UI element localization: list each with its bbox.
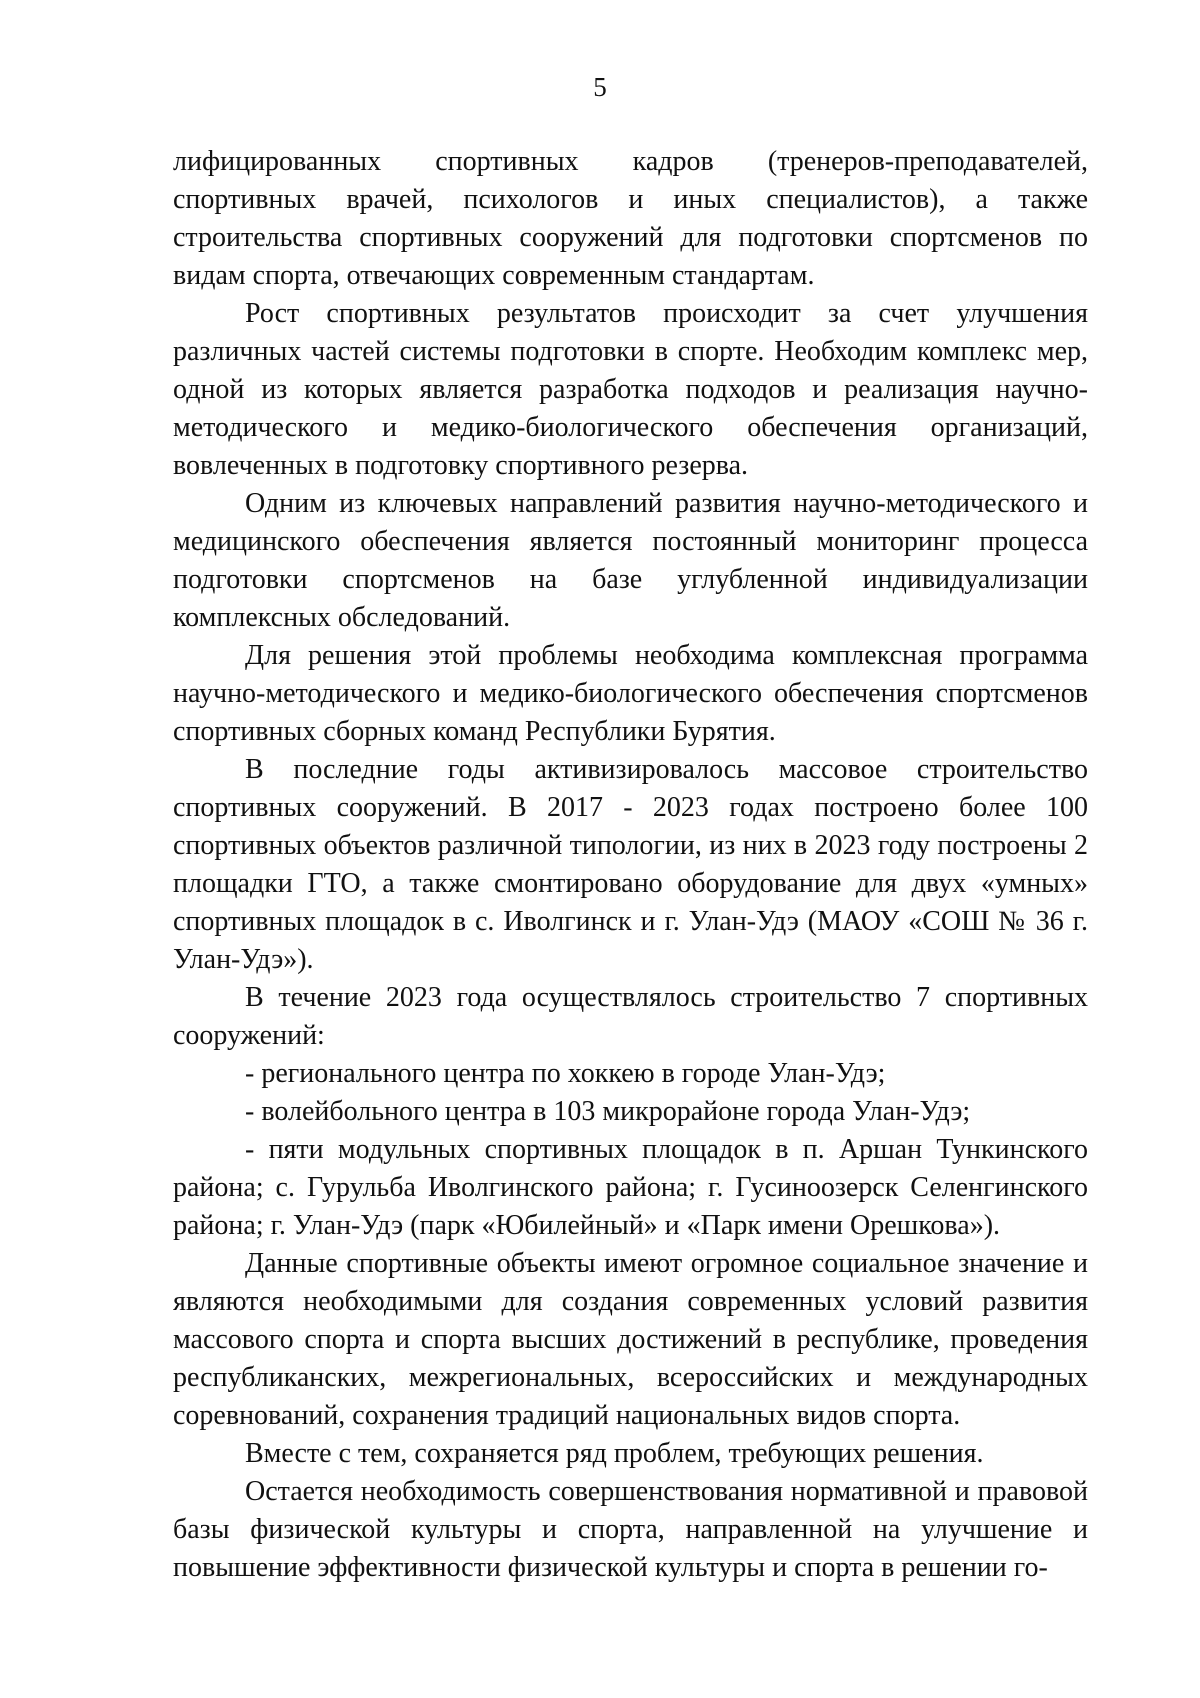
paragraph-construction-2023: В течение 2023 года осуществлялось строительство 7 спортивных сооружений:: [173, 982, 1088, 1051]
page-number: 5: [593, 72, 607, 102]
document-body: [173, 143, 1088, 1587]
paragraph-problems: Вместе с тем, сохраняется ряд проблем, требующих решения.: [245, 1438, 984, 1469]
list-item-hockey-center: - регионального центра по хоккею в городе Улан-Удэ;: [245, 1058, 886, 1089]
paragraph-program: Для решения этой проблемы необходима комплексная программа научно-методического и медико-биологического обеспечения спортсменов спортивных сборных команд Республики Бурятия.: [173, 640, 1088, 747]
paragraph-sport-results: Рост спортивных результатов происходит за счет улучшения различных частей системы подготовки в спорте. Необходим комплекс мер, одной из которых является разработка подходов и реализация научно-методического и медико-биологического обеспечения организаций, вовлеченных в подготовку спортивного резерва.: [173, 298, 1088, 481]
paragraph-construction: В последние годы активизировалось массовое строительство спортивных сооружений. В 2017 - 2023 годах построено более 100 спортивных объектов различной типологии, из них в 2023 году построены 2 площадки ГТО, а также смонтировано оборудование для двух «умных» спортивных площадок в с. Иволгинск и г. Улан-Удэ (МАОУ «СОШ № 36 г. Улан-Удэ»).: [173, 754, 1088, 975]
list-item-volleyball-center: - волейбольного центра в 103 микрорайоне города Улан-Удэ;: [245, 1096, 971, 1127]
paragraph-continuation: лифицированных спортивных кадров (тренеров-преподавателей, спортивных врачей, психологов и иных специалистов), а также строительства спортивных сооружений для подготовки спортсменов по видам спорта, отвечающих современным стандартам.: [173, 146, 1088, 291]
paragraph-legal-base: Остается необходимость совершенствования нормативной и правовой базы физической культуры и спорта, направленной на улучшение и повышение эффективности физической культуры и спорта в решении го-: [173, 1476, 1088, 1583]
paragraph-monitoring: Одним из ключевых направлений развития научно-методического и медицинского обеспечения является постоянный мониторинг процесса подготовки спортсменов на базе углубленной индивидуализации комплексных обследований.: [173, 488, 1088, 633]
list-item-modular-grounds: - пяти модульных спортивных площадок в п. Аршан Тункинского района; с. Гурульба Иволгинского района; г. Гусиноозерск Селенгинского района; г. Улан-Удэ (парк «Юбилейный» и «Парк имени Орешкова»).: [173, 1134, 1088, 1241]
paragraph-social-value: Данные спортивные объекты имеют огромное социальное значение и являются необходимыми для создания современных условий развития массового спорта и спорта высших достижений в республике, проведения республиканских, межрегиональных, всероссийских и международных соревнований, сохранения традиций национальных видов спорта.: [173, 1248, 1088, 1431]
